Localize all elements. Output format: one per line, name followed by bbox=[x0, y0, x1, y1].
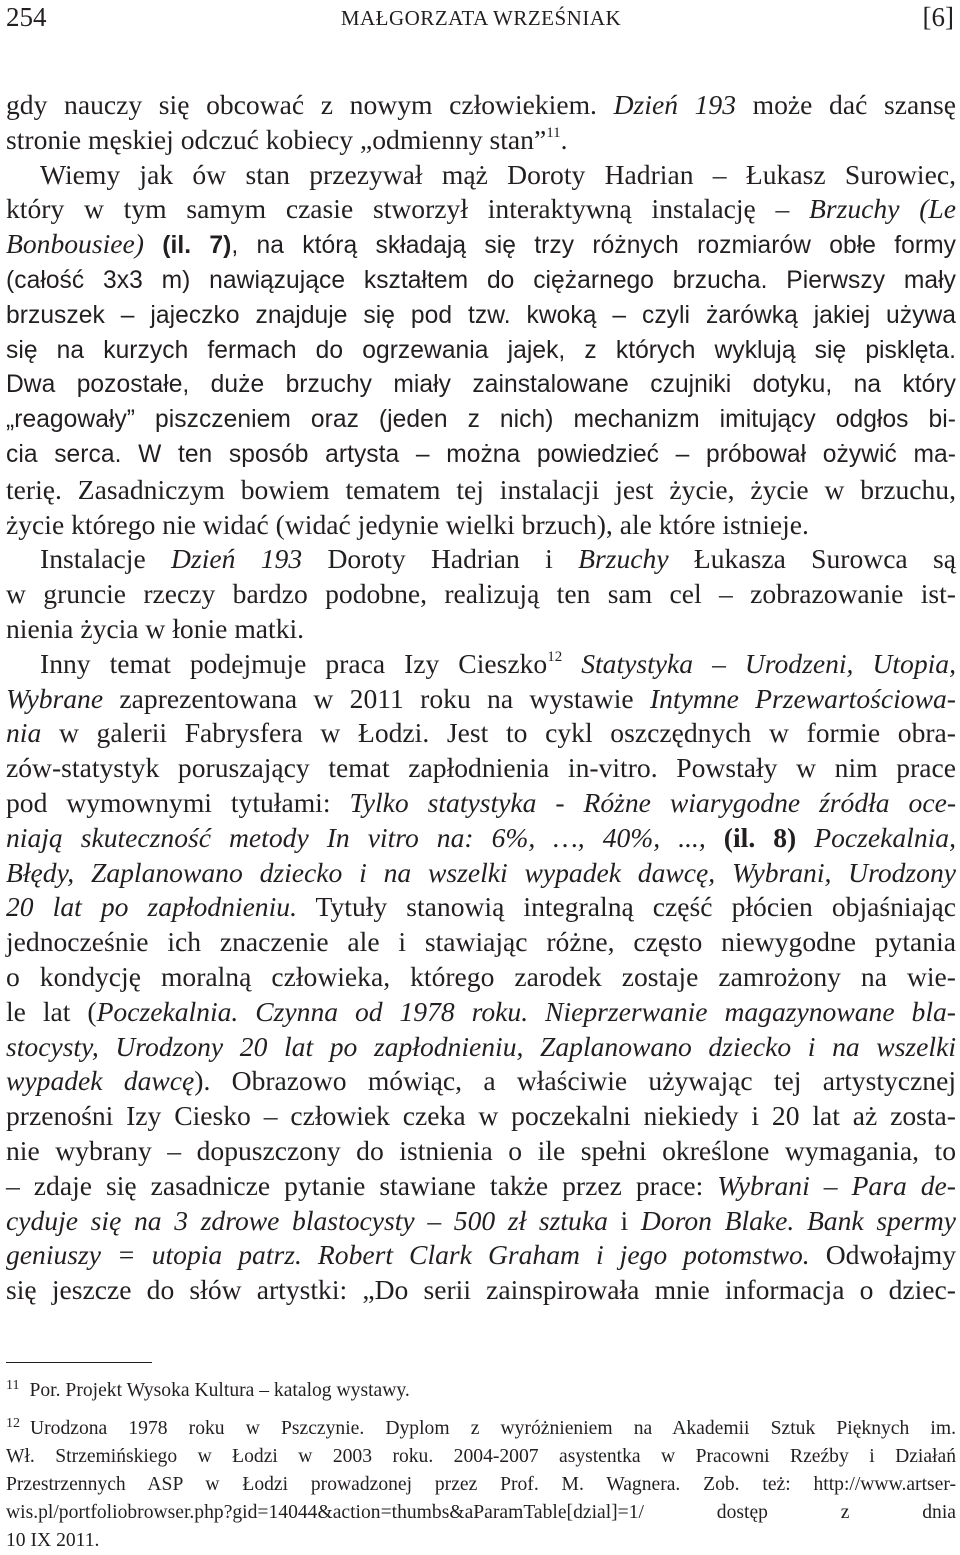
text-line: „reagowały” piszczeniem oraz (jeden z nich) mechanizm imitujący odgłos bi- bbox=[6, 406, 956, 434]
footnote-line: Wł. Strzemińskiego w Łodzi w 2003 roku. 2004-2007 asystentka w Pracowni Rzeźby i Działań bbox=[6, 1445, 956, 1467]
text-line: nienia życia w łonie matki. bbox=[6, 612, 305, 644]
footnote-number: 11 bbox=[6, 1377, 20, 1393]
text-line: Błędy, Zaplanowano dziecko i na wszelki wypadek dawcę, Wybrani, Urodzony bbox=[6, 856, 956, 888]
footnote-divider bbox=[6, 1362, 152, 1363]
footnote-line: $^{12}$ Urodzona 1978 roku w Pszczynie. Dyplom z wyróżnieniem na Akademii Sztuk Pięknych im. bbox=[6, 1415, 956, 1439]
text-line: jednocześnie ich znaczenie ale i stawiając różne, często niewygodne pytania bbox=[6, 926, 956, 958]
footnote-line: 10 IX 2011. bbox=[6, 1529, 100, 1551]
section-number: [6] bbox=[922, 2, 954, 32]
text-line: się na kurzych fermach do ogrzewania jajek, z których wyklują się pisklęta. bbox=[6, 336, 956, 364]
text-line: Inny temat podejmuje praca Izy Cieszko$^{12}$ Statystyka – Urodzeni, Utopia, bbox=[40, 647, 956, 679]
text-line: brzuszek – jajeczko znajduje się pod tzw. kwoką – czyli żarówką jakiej używa bbox=[6, 301, 956, 329]
text-line: le lat (Poczekalnia. Czynna od 1978 roku. Nieprzerwanie magazynowane bla- bbox=[6, 995, 956, 1027]
footnote-link-line[interactable]: wis.pl/portfoliobrowser.php?gid=14044&action=thumbs&aParamTable[dzial]=1/ dostęp z dnia bbox=[6, 1501, 956, 1523]
text-line: stocysty, Urodzony 20 lat po zapłodnieniu, Zaplanowano dziecko i na wszelki bbox=[6, 1030, 956, 1062]
page-number: 254 bbox=[6, 2, 47, 32]
text-line: przenośni Izy Ciesko – człowiek czeka w poczekalni niekiedy i 20 lat aż zosta- bbox=[6, 1100, 956, 1132]
text-line: o kondycję moralną człowieka, którego zarodek zostaje zamrożony na wie- bbox=[6, 960, 956, 992]
text-line: nia w galerii Fabrysfera w Łodzi. Jest to cykl oszczędnych w formie obra- bbox=[6, 717, 956, 749]
text-line: Dwa pozostałe, duże brzuchy miały zainstalowane czujniki dotyku, na który bbox=[6, 371, 956, 399]
text-line: życie którego nie widać (widać jedynie wielki brzuch), ale które istnieje. bbox=[6, 508, 809, 540]
text-line: gdy nauczy się obcować z nowym człowiekiem. Dzień 193 może dać szansę bbox=[6, 89, 956, 120]
running-head-author: MAŁGORZATA WRZEŚNIAK bbox=[340, 6, 622, 30]
footnote-12 bbox=[6, 1415, 956, 1555]
text-line: – zdaje się zasadnicze pytanie stawiane także przez prace: Wybrani – Para de- bbox=[6, 1169, 956, 1201]
text-line: się jeszcze do słów artystki: „Do serii zainspirowała mnie informacja o dziec- bbox=[6, 1274, 956, 1306]
text-line: cia serca. W ten sposób artysta – można powiedzieć – próbował ożywić ma- bbox=[6, 440, 956, 468]
text-line: Wybrane zaprezentowana w 2011 roku na wystawie Intymne Przewartościowa- bbox=[6, 682, 956, 714]
text-line: pod wymownymi tytułami: Tylko statystyka - Różne wiarygodne źródła oce- bbox=[6, 786, 957, 818]
text-line: geniuszy = utopia patrz. Robert Clark Graham i jego potomstwo. Odwołajmy bbox=[6, 1239, 957, 1271]
article-body bbox=[6, 88, 956, 1308]
text-line: Wiemy jak ów stan przezywał mąż Doroty Hadrian – Łukasz Surowiec, bbox=[40, 158, 956, 190]
text-line: Instalacje Dzień 193 Doroty Hadrian i Brzuchy Łukasza Surowca są bbox=[40, 543, 956, 575]
text-line: zów-statystyk poruszający temat zapłodnienia in-vitro. Powstały w nim prace bbox=[6, 752, 956, 784]
text-line: który w tym samym czasie stworzył interaktywną instalację – Brzuchy (Le bbox=[6, 193, 956, 225]
footnote-ref-11[interactable]: 11 bbox=[546, 124, 561, 141]
footnote-line: Przestrzennych ASP w Łodzi prowadzonej przez Prof. M. Wagnera. Zob. też: http://www.artser- bbox=[6, 1473, 956, 1495]
text-line: terię. Zasadniczym bowiem tematem tej instalacji jest życie, życie w brzuchu, bbox=[6, 473, 956, 505]
running-head bbox=[6, 0, 956, 44]
text-line: niają skuteczność metody In vitro na: 6%, …, 40%, ..., (il. 8) Poczekalnia, bbox=[6, 821, 956, 853]
text-line: w gruncie rzeczy bardzo podobne, realizują ten sam cel – zobrazowanie ist- bbox=[6, 578, 956, 610]
text-line: wypadek dawcę). Obrazowo mówiąc, a właściwie używając tej artystycznej bbox=[6, 1065, 956, 1097]
text-line: cyduje się na 3 zdrowe blastocysty – 500 zł sztuka i Doron Blake. Bank spermy bbox=[6, 1204, 957, 1236]
footnote-ref-12[interactable]: 12 bbox=[547, 648, 563, 665]
text-line: 20 lat po zapłodnieniu. Tytuły stanowią integralną część płócien objaśniając bbox=[6, 891, 956, 923]
text-line: Bonbousiee) (il. 7), na którą składają się trzy różnych rozmiarów obłe formy bbox=[6, 228, 956, 260]
text-line: stronie męskiej odczuć kobiecy „odmienny stan”$^{11}$. bbox=[6, 123, 568, 155]
text-line: nie wybrany – dopuszczony do istnienia o ile spełni określone wymagania, to bbox=[6, 1134, 956, 1166]
footnotes bbox=[6, 1377, 956, 1555]
footnote-number: 12 bbox=[6, 1415, 20, 1431]
footnote-11 bbox=[6, 1377, 956, 1405]
footnote-line: $^{11}$ Por. Projekt Wysoka Kultura – katalog wystawy. bbox=[6, 1377, 410, 1401]
text-line: (całość 3x3 m) nawiązujące kształtem do ciężarnego brzucha. Pierwszy mały bbox=[6, 266, 956, 294]
journal-page bbox=[6, 0, 956, 1555]
